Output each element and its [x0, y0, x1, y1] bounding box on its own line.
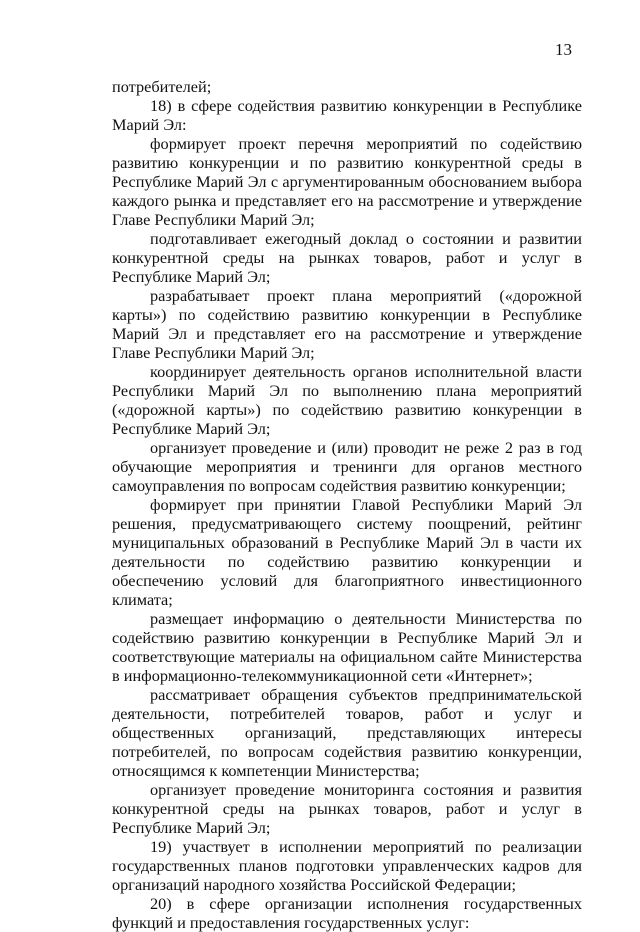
paragraph: потребителей;	[112, 77, 212, 96]
paragraph: подготавливает ежегодный доклад о состоянии и развитии конкурентной среды на рынках товаров, работ и услуг в Республике Марий Эл;	[112, 229, 582, 286]
paragraph: разрабатывает проект плана мероприятий («дорожной карты») по содействию развитию конкуренции в Республике Марий Эл и представляет его на рассмотрение и утверждение Главе Республики Марий Эл;	[112, 286, 582, 362]
paragraph: формирует при принятии Главой Республики Марий Эл решения, предусматривающего систему поощрений, рейтинг муниципальных образований в Республике Марий Эл в части их деятельности по содействию развитию конкуренции и обеспечению условий для благоприятного инвестиционного климата;	[112, 495, 582, 609]
paragraph: координирует деятельность органов исполнительной власти Республики Марий Эл по выполнению плана мероприятий («дорожной карты») по содействию развитию конкуренции в Республике Марий Эл;	[112, 362, 582, 438]
paragraph: рассматривает обращения субъектов предпринимательской деятельности, потребителей товаров, работ и услуг и общественных организаций, представляющих интересы потребителей, по вопросам содействия развитию конкуренции, относящимся к компетенции Министерства;	[112, 685, 582, 780]
paragraph: организует проведение и (или) проводит не реже 2 раз в год обучающие мероприятия и тренинги для органов местного самоуправления по вопросам содействия развитию конкуренции;	[112, 438, 582, 495]
paragraph: организует проведение мониторинга состояния и развития конкурентной среды на рынках товаров, работ и услуг в Республике Марий Эл;	[112, 780, 582, 837]
paragraph: размещает информацию о деятельности Министерства по содействию развитию конкуренции в Республике Марий Эл и соответствующие материалы на официальном сайте Министерства в информационно-телекоммуникационной сети «Интернет»;	[112, 609, 582, 685]
paragraph: формирует проект перечня мероприятий по содействию развитию конкуренции и по развитию конкурентной среды в Республике Марий Эл с аргументированным обоснованием выбора каждого рынка и представляет его на рассмотрение и утверждение Главе Республики Марий Эл;	[112, 134, 582, 229]
page-number: 13	[555, 40, 572, 59]
document-body	[112, 77, 582, 932]
paragraph: 19) участвует в исполнении мероприятий по реализации государственных планов подготовки управленческих кадров для организаций народного хозяйства Российской Федерации;	[112, 837, 582, 894]
paragraph: 20) в сфере организации исполнения государственных функций и предоставления государственных услуг:	[112, 894, 582, 932]
paragraph: 18) в сфере содействия развитию конкуренции в Республике Марий Эл:	[112, 96, 582, 134]
